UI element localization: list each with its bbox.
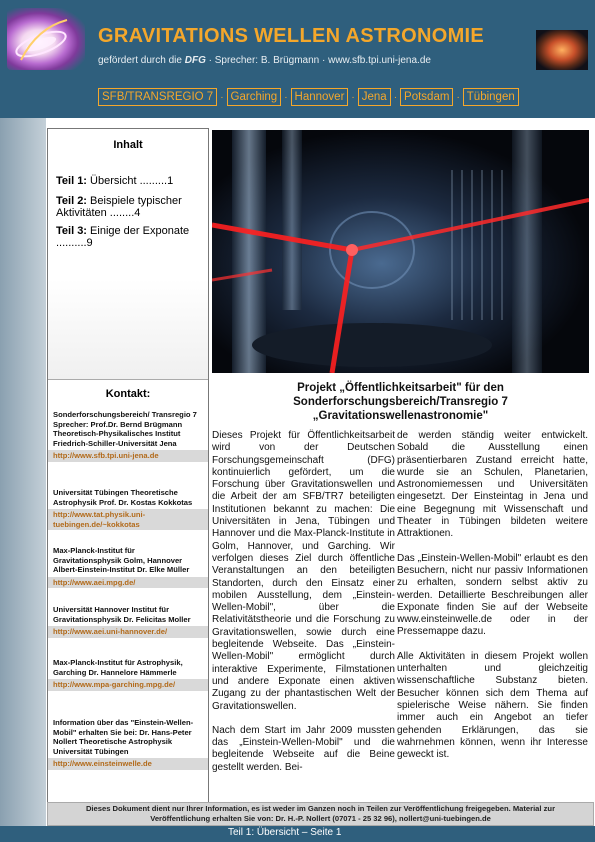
contact-entry bbox=[48, 605, 208, 638]
contact-section bbox=[48, 380, 208, 803]
subtitle-prefix: gefördert durch die bbox=[98, 55, 182, 66]
toc-part-label: Teil 2: bbox=[56, 195, 87, 207]
contact-link[interactable]: http://www.tat.physik.uni-tuebingen.de/~kokkotas bbox=[48, 509, 208, 530]
header-subtitle bbox=[98, 55, 431, 66]
subtitle-rest: · Sprecher: B. Brügmann · www.sfb.tpi.uni-jena.de bbox=[208, 55, 431, 66]
nav-separator: · bbox=[393, 91, 398, 103]
article-column-2 bbox=[397, 430, 588, 773]
nav-separator: · bbox=[220, 91, 224, 103]
header-title: GRAVITATIONS WELLEN ASTRONOMIE bbox=[98, 25, 485, 47]
dfg-label: DFG bbox=[184, 55, 206, 66]
footer-notice bbox=[47, 802, 594, 826]
nav-tuebingen[interactable]: Tübingen bbox=[463, 88, 519, 106]
page-header bbox=[0, 0, 595, 118]
contact-text: Universität Hannover Institut für Gravitationsphysik Dr. Felicitas Moller bbox=[53, 605, 191, 624]
article-paragraph: Das „Einstein-Wellen-Mobil" erlaubt es den Besuchern, nicht nur passiv Informationen zu erhalten, sondern selbst aktiv zu werden. Detaillierte Beschreibungen aller Exponate finden Sie auf der Webseite www.einsteinwelle.de oder in der Pressemappe dazu. bbox=[397, 552, 588, 638]
contact-text: Max-Planck-Institut für Gravitationsphysik Golm, Hannover Albert-Einstein-Institut Dr. Elke Müller bbox=[53, 546, 190, 574]
contact-link[interactable]: http://www.aei.uni-hannover.de/ bbox=[48, 626, 208, 638]
contact-text: Sonderforschungsbereich/ Transregio 7 Sprecher: Prof.Dr. Bernd Brügmann Theoretisch-Physikalisches Institut Friedrich-Schiller-Universität Jena bbox=[53, 410, 197, 448]
page-footer bbox=[0, 826, 595, 842]
toc-item[interactable] bbox=[56, 225, 206, 249]
contact-entry bbox=[48, 658, 208, 691]
nav-sfb-transregio[interactable]: SFB/TRANSREGIO 7 bbox=[98, 88, 217, 106]
toc-part-label: Teil 1: bbox=[56, 175, 87, 187]
toc-item-text: Einige der Exponate ..........9 bbox=[56, 225, 190, 249]
article-paragraph: Alle Aktivitäten in diesem Projekt wollen unterhalten und gleichzeitig wissenschaftliche Substanz bieten. Besucher können sich dem Thema auf spielerische Weise nähern. Sie finden immer auch ein Angebot an tiefer gehenden Erklärungen, das sie wahrnehmen können, wenn ihr Interesse geweckt ist. bbox=[397, 650, 588, 761]
nav-separator: · bbox=[351, 91, 355, 103]
contact-text: Max-Planck-Institut für Astrophysik, Garching Dr. Hannelore Hämmerle bbox=[53, 658, 183, 677]
nav-separator: · bbox=[284, 91, 288, 103]
toc-item[interactable] bbox=[56, 195, 206, 219]
footer-notice-text: Dieses Dokument dient nur Ihrer Information, es ist weder im Ganzen noch in Teilen zur Veröffentlichung freigegeben. Material zur Veröffentlichung erhalten Sie von: Dr. H.-P. Nollert (07071 - 25 32 96), nollert@uni-tuebingen.de bbox=[85, 804, 556, 823]
toc-part-label: Teil 3: bbox=[56, 225, 87, 237]
article-title bbox=[212, 381, 589, 423]
contact-entry bbox=[48, 546, 208, 588]
nav-potsdam[interactable]: Potsdam bbox=[400, 88, 453, 106]
contact-text: Universität Tübingen Theoretische Astrophysik Prof. Dr. Kostas Kokkotas bbox=[53, 488, 193, 507]
article-paragraph: de werden ständig weiter entwickelt. Sobald die Ausstellung einen präsentierbaren Zustand erreicht hatte, wurde sie an Schulen, Planetarien, Astronomiemessen und Universitäten eingesetzt. Der Einsteintag in Jena und eine Begegnung mit Wissenschaft und Theater in Tübingen bildeten weitere Attraktionen. bbox=[397, 430, 588, 540]
decorative-strip bbox=[0, 118, 46, 842]
toc-item[interactable] bbox=[56, 175, 206, 187]
page-number: Teil 1: Übersicht – Seite 1 bbox=[228, 827, 342, 838]
nav-garching[interactable]: Garching bbox=[227, 88, 282, 106]
table-of-contents bbox=[48, 129, 208, 380]
sfb-logo bbox=[7, 8, 85, 70]
toc-item-text: Übersicht .........1 bbox=[90, 175, 174, 187]
toc-item-text: Beispiele typischer Aktivitäten ........4 bbox=[56, 195, 182, 219]
nav-jena[interactable]: Jena bbox=[358, 88, 391, 106]
contact-entry bbox=[48, 410, 208, 462]
article-title-line: Sonderforschungsbereich/Transregio 7 bbox=[293, 396, 508, 408]
article-title-line: „Gravitationswellenastronomie" bbox=[312, 410, 489, 422]
interferometer-photo bbox=[212, 130, 589, 373]
contact-link[interactable]: http://www.mpa-garching.mpg.de/ bbox=[48, 679, 208, 691]
contact-entry bbox=[48, 488, 208, 530]
contact-text: Information über das "Einstein-Wellen-Mobil" erhalten Sie bei: Dr. Hans-Peter Nollert Theoretische Astrophysik Universität Tübingen bbox=[53, 718, 194, 756]
contact-link[interactable]: http://www.aei.mpg.de/ bbox=[48, 577, 208, 589]
contact-link[interactable]: http://www.einsteinwelle.de bbox=[48, 758, 208, 770]
article-paragraph: Nach dem Start im Jahr 2009 mussten das „Einstein-Wellen-Mobil" und die begleitende Webseite auf die Beine gestellt werden. Bei- bbox=[212, 724, 395, 773]
article-column-1 bbox=[212, 430, 395, 786]
article-paragraph: Dieses Projekt für Öffentlichkeitsarbeit wird von der Deutschen Forschungsgemeinschaft (DFG) kontinuierlich gefördert, um die Forschung über Gravitationswellen und die Arbeit der am SFB/TR7 beteiligten Institutionen bekannt zu machen: Die Universitäten in Jena, Tübingen und Hannover und die Max-Planck-Institute in Golm, Hannover, und Garching. Wir verfolgen dieses Ziel durch öffentliche Veranstaltungen an den beteiligten Standorten, durch den Einsatz einer mobilen Ausstellung, dem „Einstein-Wellen-Mobil", über die Relativitätstheorie und die Forschung zu Gravitationswellen, sowie durch eine begleitende Webseite. Das „Einstein-Wellen-Mobil" ermöglicht durch interaktive Experimente, Filmstationen und andere Exponate einen aktiven Zugang zu der phantastischen Welt der Gravitationswellen. bbox=[212, 430, 395, 712]
sidebar bbox=[47, 128, 209, 804]
toc-heading: Inhalt bbox=[113, 139, 143, 151]
partner-nav bbox=[98, 88, 519, 106]
nebula-image bbox=[536, 30, 588, 70]
contact-entry bbox=[48, 718, 208, 770]
article-title-line: Projekt „Öffentlichkeitsarbeit" für den bbox=[297, 382, 504, 394]
contact-link[interactable]: http://www.sfb.tpi.uni-jena.de bbox=[48, 450, 208, 462]
contact-heading: Kontakt: bbox=[105, 388, 151, 400]
nav-separator: · bbox=[456, 91, 460, 103]
nav-hannover[interactable]: Hannover bbox=[291, 88, 349, 106]
